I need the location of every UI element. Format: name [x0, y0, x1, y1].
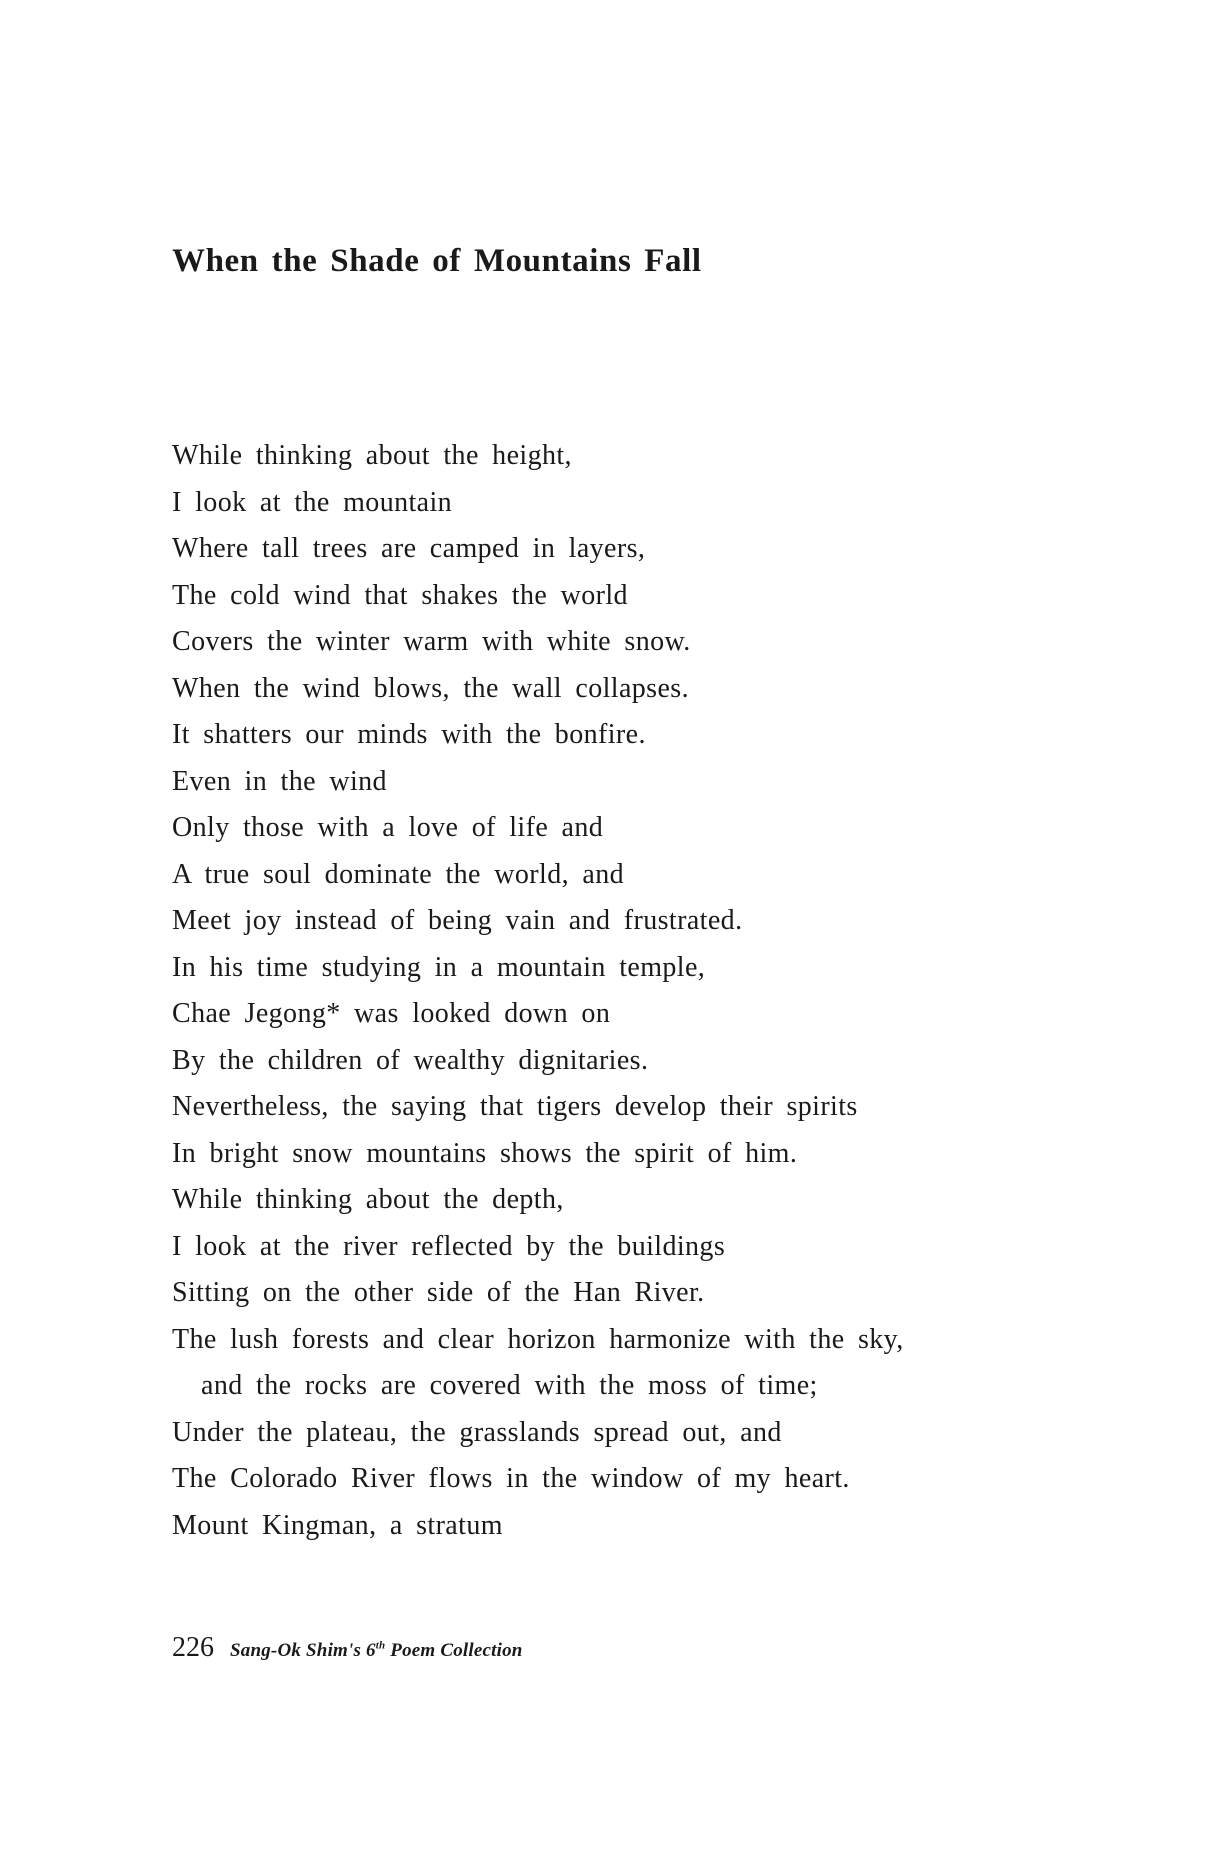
poem-line: I look at the mountain [172, 486, 453, 518]
poem-line: Covers the winter warm with white snow. [172, 626, 691, 657]
poem-line: Even in the wind [172, 765, 387, 797]
book-title-suffix: Poem Collection [385, 1640, 523, 1661]
poem-line: Only those with a love of life and [172, 812, 604, 843]
poem-line: Under the plateau, the grasslands spread out, and [172, 1416, 782, 1448]
poem-line: Where tall trees are camped in layers, [172, 533, 646, 564]
poem-line: While thinking about the depth, [172, 1184, 564, 1215]
poem-line: Mount Kingman, a stratum [172, 1509, 503, 1541]
poem-line: Nevertheless, the saying that tigers develop their spirits [172, 1091, 858, 1122]
poem-line: By the children of wealthy dignitaries. [172, 1044, 649, 1076]
book-title [230, 1640, 523, 1662]
poem-body [172, 433, 904, 1549]
poem-line: Chae Jegong* was looked down on [172, 998, 611, 1029]
poem-line: I look at the river reflected by the buildings [172, 1230, 726, 1262]
poem-line: It shatters our minds with the bonfire. [172, 719, 646, 750]
poem-line: When the wind blows, the wall collapses. [172, 672, 690, 704]
poem-line: In bright snow mountains shows the spirit of him. [172, 1137, 798, 1169]
page-number: 226 [172, 1632, 214, 1663]
poem-line: Sitting on the other side of the Han River. [172, 1277, 705, 1308]
poem-line: A true soul dominate the world, and [172, 858, 625, 890]
poem-line: The Colorado River flows in the window of my heart. [172, 1463, 850, 1494]
poem-line: In his time studying in a mountain temple, [172, 951, 706, 983]
page-footer [172, 1632, 523, 1664]
poem-line: Meet joy instead of being vain and frustrated. [172, 905, 743, 936]
poem-line: The cold wind that shakes the world [172, 579, 628, 611]
book-title-prefix: Sang-Ok Shim's 6 [230, 1640, 376, 1661]
poem-line: The lush forests and clear horizon harmonize with the sky, [172, 1323, 904, 1355]
poem-line: and the rocks are covered with the moss of time; [201, 1370, 818, 1401]
poem-line: While thinking about the height, [172, 440, 572, 471]
book-title-superscript: th [375, 1639, 386, 1652]
poem-title: When the Shade of Mountains Fall [172, 243, 702, 279]
